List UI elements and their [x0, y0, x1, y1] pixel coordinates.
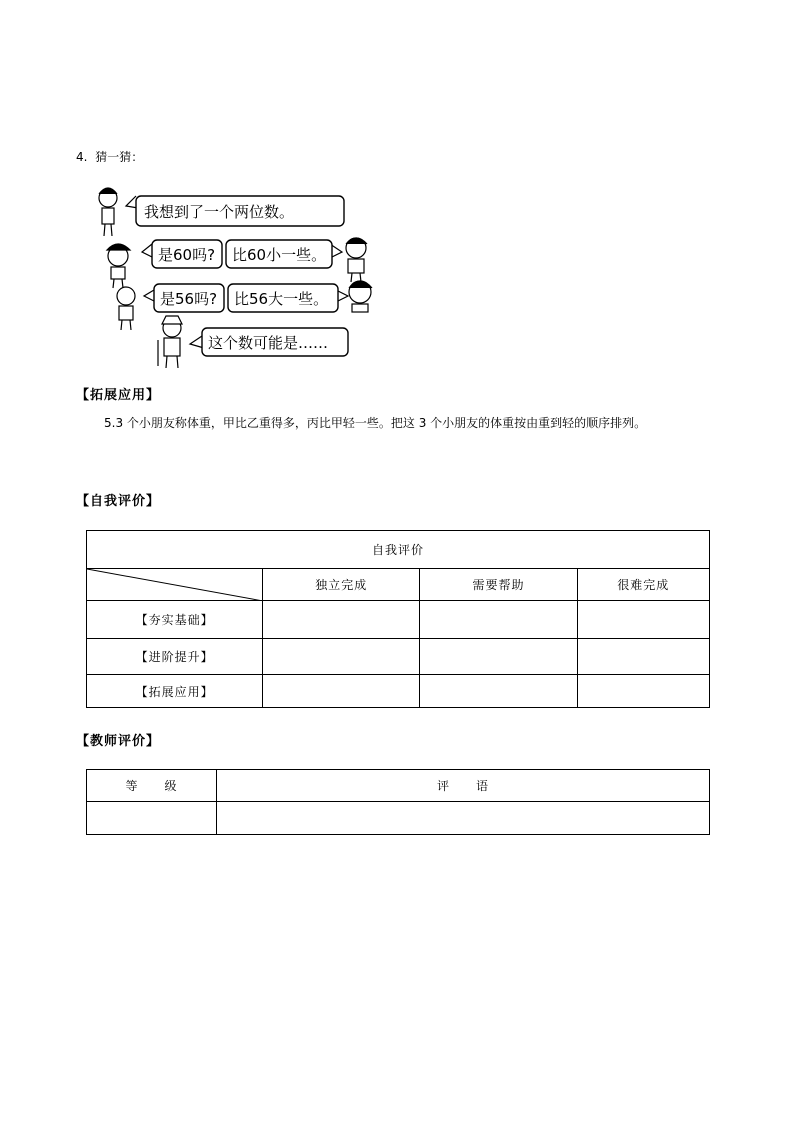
bubble-text-1: 我想到了一个两位数。	[144, 203, 295, 221]
self-eval-table	[86, 530, 710, 708]
column-header: 需要帮助	[420, 569, 577, 601]
child-figure-1	[99, 188, 117, 236]
eval-cell[interactable]	[577, 675, 709, 708]
question-4	[76, 148, 143, 165]
eval-cell[interactable]	[263, 601, 420, 639]
eval-cell[interactable]	[420, 601, 577, 639]
speech-bubble-1	[126, 196, 344, 226]
eval-cell[interactable]	[577, 639, 709, 675]
row-label: 【拓展应用】	[87, 675, 263, 708]
grade-header: 等 级	[87, 770, 217, 802]
row-label: 【夯实基础】	[87, 601, 263, 639]
section-heading-teacher-eval: 【教师评价】	[76, 734, 161, 749]
question-number: 4.	[76, 150, 88, 164]
child-figure-5	[349, 281, 372, 312]
child-figure-2	[107, 244, 130, 288]
speech-bubble-6	[190, 328, 348, 356]
eval-cell[interactable]	[263, 675, 420, 708]
comment-header: 评 语	[217, 770, 710, 802]
bubble-text-3: 比60小一些。	[232, 246, 327, 264]
child-figure-4	[117, 287, 135, 330]
guessing-illustration	[92, 178, 392, 374]
bubble-text-2: 是60吗?	[158, 246, 216, 264]
row-label: 【进阶提升】	[87, 639, 263, 675]
eval-cell[interactable]	[263, 639, 420, 675]
diagonal-line	[87, 569, 263, 601]
column-header: 很难完成	[577, 569, 709, 601]
self-eval-table-title: 自我评价	[87, 531, 710, 569]
speech-bubble-3	[226, 240, 342, 268]
eval-cell[interactable]	[420, 639, 577, 675]
bubble-text-4: 是56吗?	[160, 290, 218, 308]
column-header: 独立完成	[263, 569, 420, 601]
problem-5-text: 5.3 个小朋友称体重，甲比乙重得多，丙比甲轻一些。把这 3 个小朋友的体重按由重到轻的顺序排列。	[104, 416, 647, 430]
speech-bubble-4	[144, 284, 224, 312]
bubble-text-5: 比56大一些。	[234, 290, 329, 308]
eval-cell[interactable]	[420, 675, 577, 708]
question-text: 猜一猜：	[95, 150, 144, 164]
speech-bubble-2	[142, 240, 222, 268]
bubble-text-6: 这个数可能是……	[208, 334, 329, 352]
child-figure-6	[158, 316, 182, 368]
speech-bubble-5	[228, 284, 348, 312]
diagonal-header-cell	[87, 569, 263, 601]
teacher-eval-table	[86, 769, 710, 835]
comment-cell[interactable]	[217, 802, 710, 835]
section-heading-extend: 【拓展应用】	[76, 388, 161, 403]
child-figure-3	[346, 238, 367, 282]
grade-cell[interactable]	[87, 802, 217, 835]
section-heading-self-eval: 【自我评价】	[76, 494, 161, 509]
eval-cell[interactable]	[577, 601, 709, 639]
